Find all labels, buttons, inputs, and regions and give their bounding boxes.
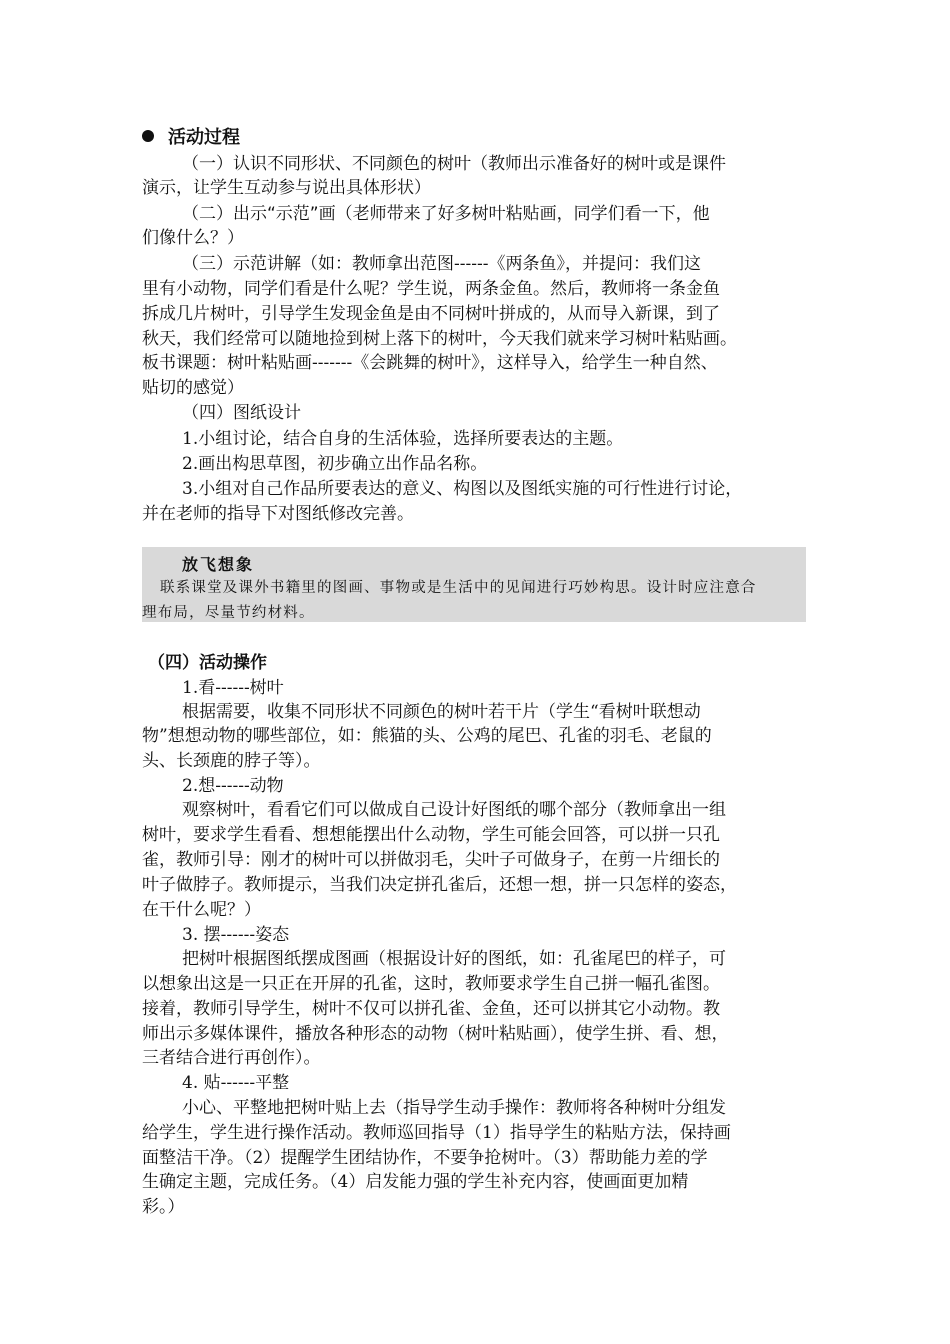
paragraph-line — [182, 202, 710, 226]
paragraph-line: 2.画出构思草图，初步确立出作品名称。 — [182, 454, 488, 474]
paragraph-line: 1.看------树叶 — [182, 678, 284, 698]
paragraph-line: 树叶，要求学生看看、想想能摆出什么动物，学生可能会回答，可以拼一只孔 — [142, 825, 720, 845]
paragraph-line: （一）认识不同形状、不同颜色的树叶（教师出示准备好的树叶或是课件 — [182, 154, 726, 174]
paragraph-line: 生确定主题，完成任务。（4）启发能力强的学生补充内容，使画面更加精 — [142, 1172, 689, 1192]
paragraph-line: 把树叶根据图纸摆成图画（根据设计好的图纸，如：孔雀尾巴的样子，可 — [182, 949, 726, 969]
paragraph-line: 拆成几片树叶，引导学生发现金鱼是由不同树叶拼成的，从而导入新课，到了 — [142, 304, 720, 324]
paragraph-line: 3.小组对自己作品所要表达的意义、构图以及图纸实施的可行性进行讨论， — [182, 479, 743, 499]
paragraph-line: 观察树叶，看看它们可以做成自己设计好图纸的哪个部分（教师拿出一组 — [182, 800, 726, 820]
tip-box-line: 联系课堂及课外书籍里的图画、事物或是生活中的见闻进行巧妙构思。设计时应注意合 — [160, 580, 757, 596]
bullet-icon — [142, 130, 154, 142]
paragraph-line: 接着，教师引导学生，树叶不仅可以拼孔雀、金鱼，还可以拼其它小动物。教 — [142, 999, 720, 1019]
paragraph-line: 4. 贴------平整 — [182, 1073, 290, 1093]
tip-box — [142, 547, 806, 622]
paragraph-line: （四）图纸设计 — [182, 403, 301, 423]
paragraph-line: 秋天，我们经常可以随地捡到树上落下的树叶，今天我们就来学习树叶粘贴画。 — [142, 329, 737, 349]
paragraph-line: 头、长颈鹿的脖子等）。 — [142, 751, 321, 771]
paragraph-line: 师出示多媒体课件，播放各种形态的动物（树叶粘贴画），使学生拼、看、想， — [142, 1024, 729, 1044]
paragraph-line: 并在老师的指导下对图纸修改完善。 — [142, 504, 414, 524]
paragraph-line: 贴切的感觉） — [142, 378, 244, 398]
section1-heading — [142, 126, 240, 150]
paragraph-line: 1.小组讨论，结合自身的生活体验，选择所要表达的主题。 — [182, 429, 624, 449]
paragraph-line: 面整洁干净。（2）提醒学生团结协作，不要争抢树叶。（3）帮助能力差的学 — [142, 1148, 708, 1168]
paragraph-line: 叶子做脖子。教师提示，当我们决定拼孔雀后，还想一想，拼一只怎样的姿态， — [142, 875, 737, 895]
paragraph-line: 给学生，学生进行操作活动。教师巡回指导（1）指导学生的粘贴方法，保持画 — [142, 1123, 731, 1143]
section2-heading: （四）活动操作 — [148, 653, 267, 673]
paragraph-line: 三者结合进行再创作）。 — [142, 1048, 321, 1068]
paragraph-line: （三）示范讲解（如：教师拿出范图------《两条鱼》，并提问：我们这 — [182, 254, 701, 274]
tip-box-line: 理布局，尽量节约材料。 — [142, 605, 315, 621]
paragraph-line: 演示，让学生互动参与说出具体形状） — [142, 178, 431, 198]
tip-box-title: 放飞想象 — [182, 555, 255, 574]
paragraph-line: 3. 摆------姿态 — [182, 925, 290, 945]
paragraph-line: 板书课题：树叶粘贴画-------《会跳舞的树叶》，这样导入，给学生一种自然、 — [142, 353, 718, 373]
paragraph-line: 物”想想动物的哪些部位，如：熊猫的头、公鸡的尾巴、孔雀的羽毛、老鼠的 — [142, 726, 712, 746]
paragraph-line: 雀，教师引导：刚才的树叶可以拼做羽毛，尖叶子可做身子，在剪一片细长的 — [142, 850, 720, 870]
paragraph-line: 在干什么呢？） — [142, 900, 261, 920]
section1-heading-text: 活动过程 — [168, 127, 240, 148]
paragraph-line: 彩。） — [142, 1197, 185, 1217]
paragraph-line: 以想象出这是一只正在开屏的孔雀，这时，教师要求学生自己拼一幅孔雀图。 — [142, 974, 720, 994]
paragraph-line-text: （二）出示“示范”画（老师带来了好多树叶粘贴画，同学们看一下，他 — [182, 204, 710, 224]
paragraph-line: 2.想------动物 — [182, 776, 284, 796]
paragraph-line: 根据需要，收集不同形状不同颜色的树叶若干片（学生“看树叶联想动 — [182, 702, 701, 722]
paragraph-line: 里有小动物，同学们看是什么呢？学生说，两条金鱼。然后，教师将一条金鱼 — [142, 279, 720, 299]
paragraph-line: 们像什么？） — [142, 228, 244, 248]
paragraph-line: 小心、平整地把树叶贴上去（指导学生动手操作：教师将各种树叶分组发 — [182, 1098, 726, 1118]
